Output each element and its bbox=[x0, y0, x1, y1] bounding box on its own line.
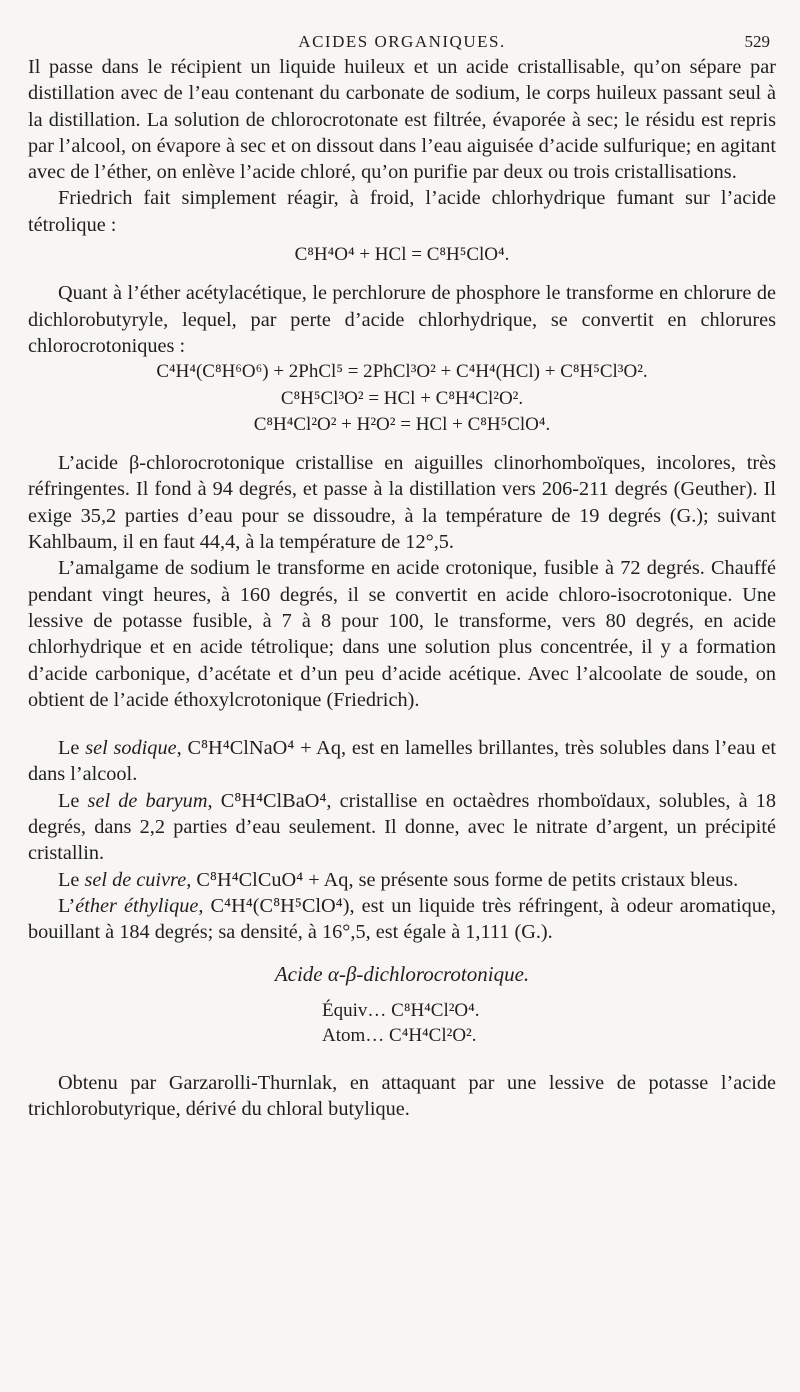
atom-formula: C⁴H⁴Cl²O². bbox=[389, 1024, 477, 1046]
paragraph-beta-chlorocrotonic: L’acide β-chlorocrotonique cristallise en aiguilles clinorhomboïques, incolores, très réfringentes. Il fond à 94 degrés, et passe à la distillation vers 206-211 degrés (Geuther). Il exige 35,2 parties d’eau pour se dissoudre, à la température de 19 degrés (G.); suivant Kahlbaum, il en faut 44,4, à la température de 12°,5. bbox=[28, 452, 776, 554]
page-header bbox=[28, 22, 776, 54]
equiv-label: Équiv… bbox=[322, 999, 387, 1021]
salt-description: , C⁸H⁴ClBaO⁴, cristallise en octaèdres rhomboïdaux, solubles, à 18 degrés, dans 2,2 parties d’eau seulement. Il donne, avec le nitrate d’argent, un précipité cristallin. bbox=[28, 789, 776, 865]
equation-hydration: C⁸H⁴Cl²O² + H²O² = HCl + C⁸H⁵ClO⁴. bbox=[253, 413, 551, 435]
lead-text: L’ bbox=[58, 894, 76, 917]
paragraph-distillation: Il passe dans le récipient un liquide huileux et un acide cristallisable, qu’on sépare par distillation avec de l’eau contenant du carbonate de sodium, le corps huileux passant seul à la distillation. La solution de chlorocrotonate est filtrée, évaporée à sec; le résidu est repris par l’alcool, on évapore à sec et on dissout dans l’eau aiguisée d’acide sulfurique; en agitant avec de l’éther, on enlève l’acide chloré, qu’on purifie par deux ou trois cristallisations. bbox=[28, 56, 776, 184]
paragraph-copper-salt bbox=[28, 867, 776, 893]
salt-name: sel de baryum bbox=[87, 789, 208, 812]
salt-name: sel sodique bbox=[85, 737, 177, 760]
equiv-row bbox=[322, 998, 482, 1023]
lead-text: Le bbox=[58, 868, 85, 891]
atom-row bbox=[322, 1023, 482, 1048]
paragraph-ethyl-ether bbox=[28, 893, 776, 946]
equation-perchlorure: C⁴H⁴(C⁸H⁶O⁶) + 2PhCl⁵ = 2PhCl³O² + C⁴H⁴(HCl) + C⁸H⁵Cl³O². bbox=[156, 361, 648, 383]
atom-label: Atom… bbox=[322, 1024, 385, 1046]
section-title: Acide α-β-dichlorocrotonique. bbox=[274, 961, 530, 986]
ether-description: , C⁴H⁴(C⁸H⁵ClO⁴), est un liquide très réfringent, à odeur aromatique, bouillant à 184 degrés; sa densité, à 16°,5, est égale à 1,111 (G.). bbox=[28, 894, 777, 944]
paragraph-friedrich: Friedrich fait simplement réagir, à froid, l’acide chlorhydrique fumant sur l’acide tétrolique : bbox=[28, 187, 776, 236]
paragraph-amalgam: L’amalgame de sodium le transforme en acide crotonique, fusible à 72 degrés. Chauffé pendant vingt heures, à 160 degrés, il se convertit en acide chloro-isocrotonique. Une lessive de potasse fusible, à 7 à 8 pour 100, le transforme, vers 80 degrés, en acide chlorhydrique et en acide tétrolique; dans une solution plus concentrée, il y a formation d’acide carbonique, d’acétate et d’un peu d’acide acétique. Avec l’alcoolate de soude, on obtient de l’acide éthoxylcrotonique (Friedrich). bbox=[28, 557, 776, 711]
page-number: 529 bbox=[744, 32, 770, 51]
equation-tetrolic-hcl: C⁸H⁴O⁴ + HCl = C⁸H⁵ClO⁴. bbox=[294, 244, 510, 266]
lead-text: Le bbox=[58, 737, 86, 760]
salt-description: , C⁸H⁴ClNaO⁴ + Aq, est en lamelles brillantes, très solubles dans l’eau et dans l’alcool. bbox=[28, 737, 776, 786]
paragraph-sodium-salt bbox=[28, 735, 776, 788]
ether-name: éther éthylique bbox=[75, 894, 199, 917]
salt-name: sel de cuivre bbox=[84, 868, 187, 891]
paragraph-barium-salt bbox=[28, 788, 776, 867]
paragraph-acetylacetic: Quant à l’éther acétylacétique, le perchlorure de phosphore le transforme en chlorure de dichlorobutyryle, lequel, par perte d’acide chlorhydrique, se convertit en chlorures chlorocrotoniques : bbox=[28, 282, 776, 357]
equiv-formula: C⁸H⁴Cl²O⁴. bbox=[391, 999, 480, 1021]
book-page bbox=[28, 22, 776, 1122]
lead-text: Le bbox=[58, 789, 88, 812]
equation-hcl-loss: C⁸H⁵Cl³O² = HCl + C⁸H⁴Cl²O². bbox=[280, 387, 524, 409]
running-title: ACIDES ORGANIQUES. bbox=[298, 32, 506, 51]
formula-block bbox=[322, 998, 482, 1048]
salt-description: , C⁸H⁴ClCuO⁴ + Aq, se présente sous forme de petits cristaux bleus. bbox=[186, 868, 739, 891]
paragraph-garzarolli: Obtenu par Garzarolli-Thurnlak, en attaquant par une lessive de potasse l’acide trichlorobutyrique, dérivé du chloral butylique. bbox=[28, 1071, 776, 1120]
